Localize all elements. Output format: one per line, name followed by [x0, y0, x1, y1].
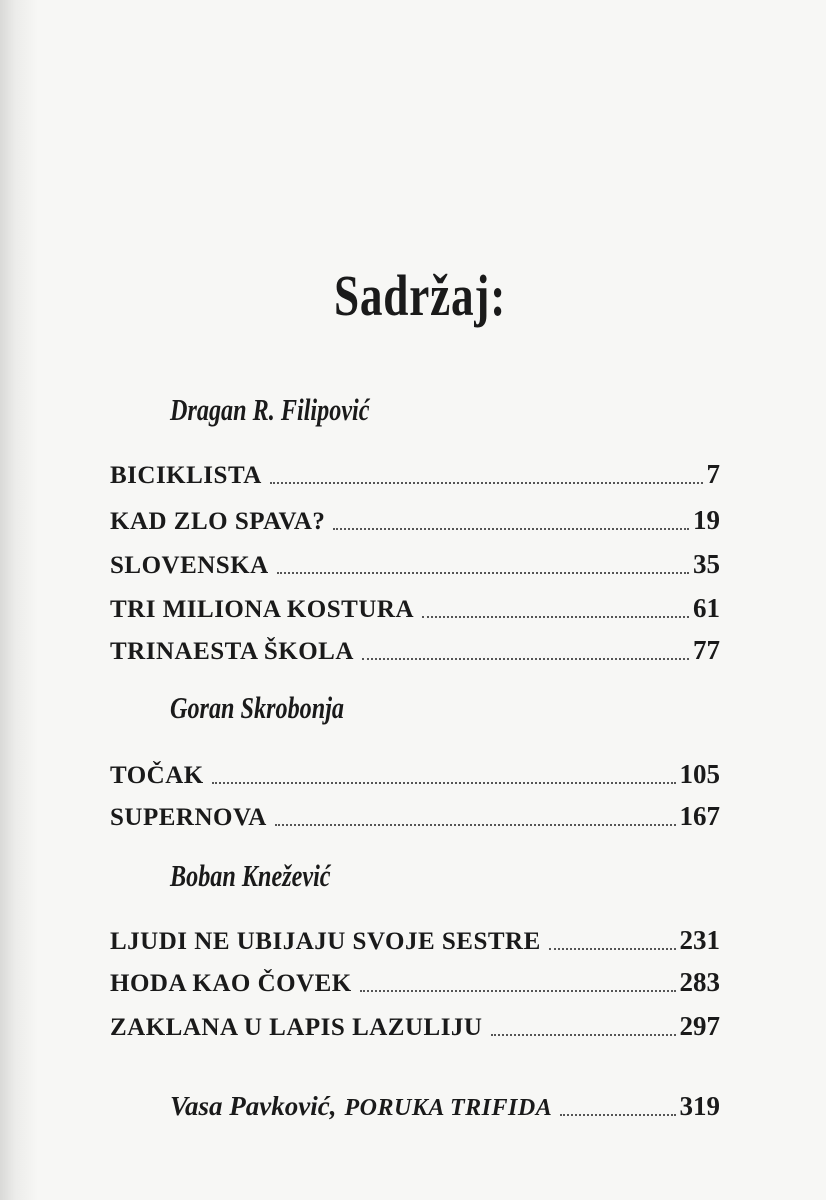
- toc-entry-page: 61: [693, 593, 720, 623]
- toc-entry-title: KAD ZLO SPAVA?: [110, 508, 326, 535]
- toc-entry-title: SUPERNOVA: [110, 804, 267, 831]
- page-title: Sadržaj:: [333, 263, 507, 328]
- toc-entry[interactable]: [110, 798, 720, 832]
- leader-dots: [491, 1033, 676, 1036]
- book-spine-shadow: [0, 0, 38, 1200]
- toc-entry-page: 297: [679, 1011, 720, 1041]
- toc-entry-title: TRI MILIONA KOSTURA: [110, 596, 414, 623]
- toc-entry-page: 35: [693, 549, 720, 579]
- toc-entry-page: 105: [679, 759, 720, 789]
- toc-entry-final[interactable]: [170, 1088, 720, 1122]
- toc-entry-author: Vasa Pavković,: [170, 1091, 337, 1121]
- toc-entry-title: TOČAK: [110, 762, 204, 789]
- leader-dots: [560, 1113, 675, 1116]
- section-author: Boban Knežević: [170, 858, 331, 893]
- toc-entry[interactable]: [110, 756, 720, 790]
- leader-dots: [549, 947, 676, 950]
- toc-entry-title: TRINAESTA ŠKOLA: [110, 638, 354, 665]
- section-author: Goran Skrobonja: [170, 690, 345, 725]
- toc-entry[interactable]: [110, 456, 720, 490]
- leader-dots: [362, 657, 689, 660]
- leader-dots: [275, 823, 676, 826]
- leader-dots: [212, 781, 676, 784]
- toc-entry[interactable]: [110, 922, 720, 956]
- toc-entry-title: HODA KAO ČOVEK: [110, 970, 352, 997]
- toc-entry-title: PORUKA TRIFIDA: [344, 1095, 553, 1121]
- toc-entry-title: BICIKLISTA: [110, 462, 262, 489]
- toc-entry[interactable]: [110, 1008, 720, 1042]
- leader-dots: [277, 571, 689, 574]
- section-author: Dragan R. Filipović: [170, 392, 370, 427]
- toc-entry-title: LJUDI NE UBIJAJU SVOJE SESTRE: [110, 928, 541, 955]
- toc-entry-page: 283: [679, 967, 720, 997]
- toc-entry-page: 19: [693, 505, 720, 535]
- leader-dots: [422, 615, 689, 618]
- leader-dots: [333, 527, 689, 530]
- toc-entry-page: 231: [679, 925, 720, 955]
- toc-entry-page: 77: [693, 635, 720, 665]
- toc-entry[interactable]: [110, 546, 720, 580]
- toc-entry-page: 167: [679, 801, 720, 831]
- toc-entry[interactable]: [110, 964, 720, 998]
- toc-entry[interactable]: [110, 590, 720, 624]
- leader-dots: [270, 481, 703, 484]
- toc-entry-title: ZAKLANA U LAPIS LAZULIJU: [110, 1014, 483, 1041]
- toc-entry[interactable]: [110, 502, 720, 536]
- toc-entry-page: 7: [706, 459, 720, 489]
- toc-entry-page: 319: [679, 1091, 720, 1121]
- leader-dots: [360, 989, 676, 992]
- toc-entry[interactable]: [110, 632, 720, 666]
- toc-entry-title: SLOVENSKA: [110, 552, 269, 579]
